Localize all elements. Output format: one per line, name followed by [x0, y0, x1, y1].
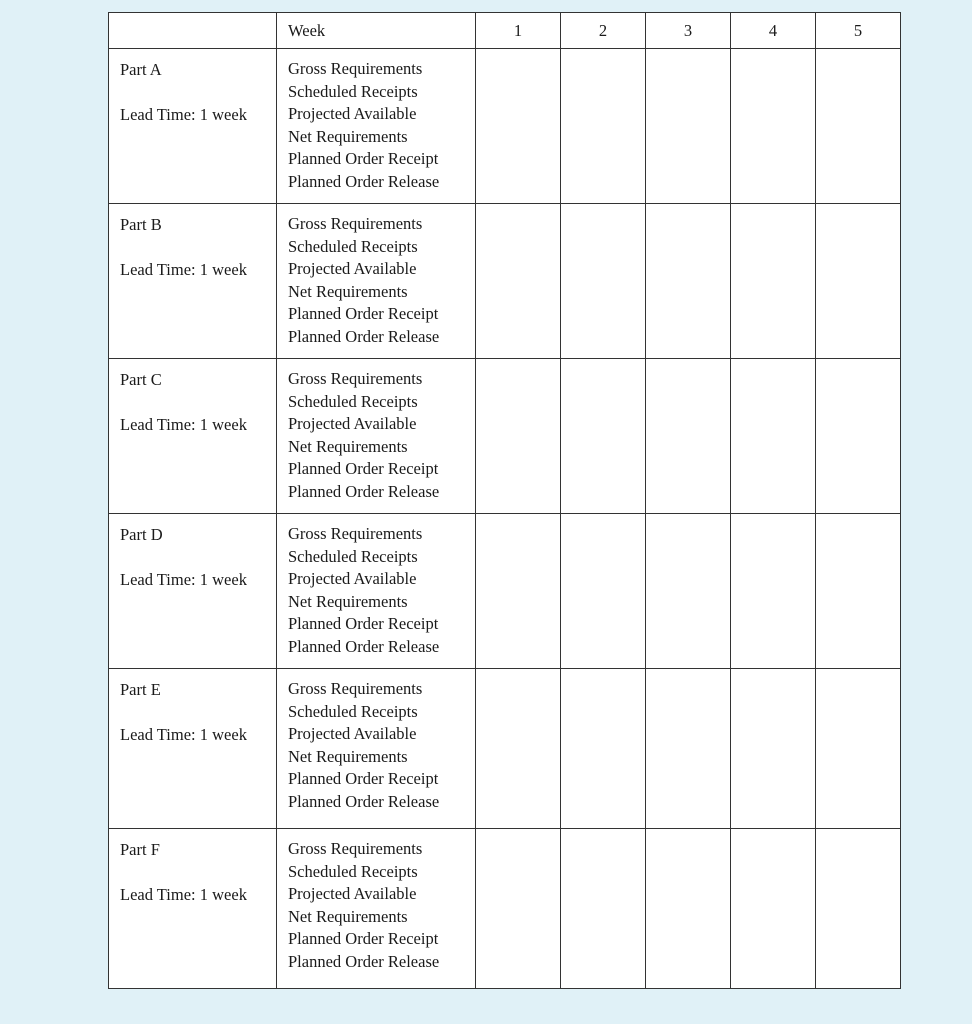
row-label: Scheduled Receipts [288, 81, 418, 101]
week-5-cell[interactable] [816, 359, 901, 514]
row-label: Planned Order Receipt [288, 929, 439, 949]
week-3-cell[interactable] [646, 514, 731, 669]
row-label: Scheduled Receipts [288, 546, 418, 566]
week-2-cell[interactable] [561, 49, 646, 204]
part-name: Part A [120, 60, 162, 79]
part-cell [109, 49, 277, 204]
part-name: Part F [120, 840, 160, 859]
part-row [109, 359, 901, 514]
part-name: Part B [120, 215, 162, 234]
row-label: Gross Requirements [288, 679, 423, 698]
header-row [109, 13, 901, 49]
row-label: Planned Order Receipt [288, 769, 439, 789]
lead-time: Lead Time: 1 week [120, 725, 247, 744]
lead-time: Lead Time: 1 week [120, 105, 247, 124]
part-cell [109, 359, 277, 514]
part-row [109, 49, 901, 204]
week-4-cell[interactable] [731, 514, 816, 669]
part-name: Part E [120, 680, 161, 699]
week-1-cell[interactable] [476, 514, 561, 669]
row-label: Planned Order Receipt [288, 149, 439, 169]
row-label: Gross Requirements [288, 839, 423, 858]
part-cell [109, 204, 277, 359]
row-label: Net Requirements [288, 436, 408, 456]
row-labels-cell [277, 204, 476, 359]
week-3-cell[interactable] [646, 204, 731, 359]
lead-time: Lead Time: 1 week [120, 415, 247, 434]
part-name: Part D [120, 525, 163, 544]
row-label: Net Requirements [288, 746, 408, 766]
week-1-cell[interactable] [476, 829, 561, 989]
row-label: Planned Order Receipt [288, 304, 439, 324]
week-1-cell[interactable] [476, 669, 561, 829]
part-cell [109, 829, 277, 989]
week-5-cell[interactable] [816, 514, 901, 669]
row-label: Net Requirements [288, 591, 408, 611]
week-5-cell[interactable] [816, 829, 901, 989]
week-5-header: 5 [816, 13, 901, 49]
lead-time: Lead Time: 1 week [120, 260, 247, 279]
part-cell [109, 514, 277, 669]
row-label: Scheduled Receipts [288, 391, 418, 411]
row-label: Planned Order Receipt [288, 614, 439, 634]
row-label: Gross Requirements [288, 59, 423, 78]
week-3-cell[interactable] [646, 359, 731, 514]
lead-time: Lead Time: 1 week [120, 885, 247, 904]
lead-time: Lead Time: 1 week [120, 570, 247, 589]
week-4-cell[interactable] [731, 204, 816, 359]
part-row [109, 514, 901, 669]
part-row [109, 204, 901, 359]
week-2-cell[interactable] [561, 204, 646, 359]
week-1-cell[interactable] [476, 204, 561, 359]
row-labels-cell [277, 514, 476, 669]
week-5-cell[interactable] [816, 204, 901, 359]
corner-cell [109, 13, 277, 49]
week-header: Week [277, 13, 476, 49]
week-2-cell[interactable] [561, 359, 646, 514]
week-3-cell[interactable] [646, 829, 731, 989]
row-label: Projected Available [288, 259, 417, 279]
row-labels-cell [277, 49, 476, 204]
row-label: Net Requirements [288, 281, 408, 301]
row-label: Projected Available [288, 104, 417, 124]
row-label: Scheduled Receipts [288, 701, 418, 721]
row-label: Projected Available [288, 884, 417, 904]
week-4-cell[interactable] [731, 359, 816, 514]
week-1-header: 1 [476, 13, 561, 49]
row-label: Planned Order Release [288, 951, 440, 971]
row-label: Planned Order Release [288, 326, 440, 346]
week-2-cell[interactable] [561, 669, 646, 829]
row-label: Gross Requirements [288, 524, 423, 543]
week-4-cell[interactable] [731, 829, 816, 989]
week-4-header: 4 [731, 13, 816, 49]
row-label: Gross Requirements [288, 214, 423, 233]
row-label: Projected Available [288, 414, 417, 434]
row-label: Planned Order Release [288, 791, 440, 811]
mrp-table [108, 12, 901, 989]
week-2-cell[interactable] [561, 829, 646, 989]
row-label: Projected Available [288, 569, 417, 589]
week-4-cell[interactable] [731, 49, 816, 204]
row-label: Net Requirements [288, 906, 408, 926]
week-2-header: 2 [561, 13, 646, 49]
row-label: Gross Requirements [288, 369, 423, 388]
row-label: Net Requirements [288, 126, 408, 146]
part-row [109, 669, 901, 829]
row-label: Scheduled Receipts [288, 236, 418, 256]
week-5-cell[interactable] [816, 669, 901, 829]
week-4-cell[interactable] [731, 669, 816, 829]
week-2-cell[interactable] [561, 514, 646, 669]
row-label: Planned Order Release [288, 481, 440, 501]
week-1-cell[interactable] [476, 359, 561, 514]
row-label: Planned Order Release [288, 636, 440, 656]
week-3-cell[interactable] [646, 669, 731, 829]
week-3-header: 3 [646, 13, 731, 49]
row-label: Planned Order Release [288, 171, 440, 191]
part-cell [109, 669, 277, 829]
week-5-cell[interactable] [816, 49, 901, 204]
part-name: Part C [120, 370, 162, 389]
week-3-cell[interactable] [646, 49, 731, 204]
row-label: Planned Order Receipt [288, 459, 439, 479]
row-labels-cell [277, 829, 476, 989]
part-row [109, 829, 901, 989]
row-labels-cell [277, 359, 476, 514]
row-label: Scheduled Receipts [288, 861, 418, 881]
week-1-cell[interactable] [476, 49, 561, 204]
row-label: Projected Available [288, 724, 417, 744]
row-labels-cell [277, 669, 476, 829]
